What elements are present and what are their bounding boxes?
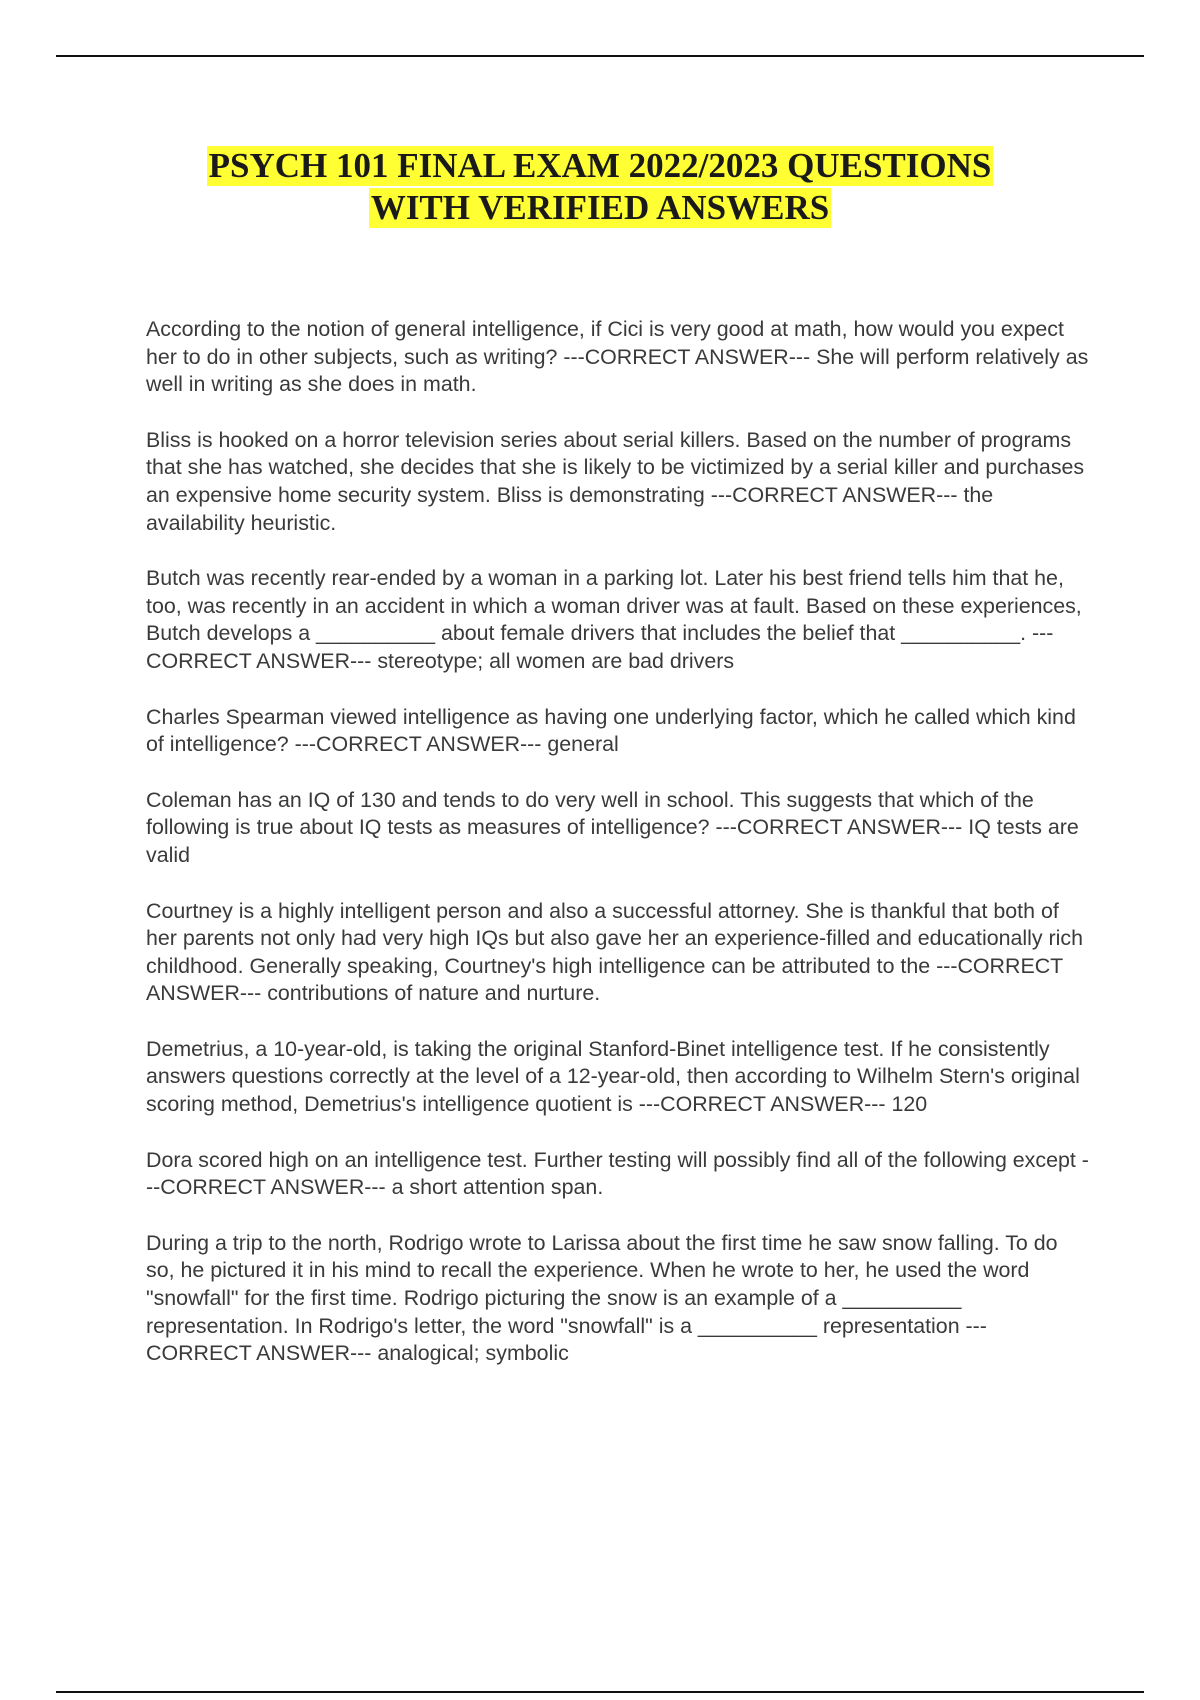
question-text: Bliss is hooked on a horror television series about serial killers. Based on the number of programs that she has watched, she decides that she is likely to be victimized by a serial killer and purchases an expensive home security system. Bliss is demonstrating bbox=[146, 427, 1085, 507]
qa-item bbox=[146, 898, 1090, 1008]
question-text: Dora scored high on an intelligence test. Further testing will possibly find all of the following except bbox=[146, 1147, 1076, 1172]
qa-item bbox=[146, 427, 1090, 537]
qa-item bbox=[146, 565, 1090, 675]
title-line-1: PSYCH 101 FINAL EXAM 2022/2023 QUESTIONS bbox=[208, 146, 992, 185]
answer-marker: ---CORRECT ANSWER--- bbox=[709, 815, 969, 840]
qa-list bbox=[146, 316, 1090, 1396]
answer-text: the availability heuristic. bbox=[146, 482, 994, 535]
document-title bbox=[0, 146, 1200, 230]
qa-item bbox=[146, 787, 1090, 870]
qa-item bbox=[146, 1230, 1090, 1368]
answer-marker: ---CORRECT ANSWER--- bbox=[146, 953, 1063, 1006]
answer-marker: ---CORRECT ANSWER--- bbox=[146, 1313, 987, 1366]
answer-marker: ---CORRECT ANSWER--- bbox=[288, 732, 548, 757]
answer-text: 120 bbox=[891, 1092, 928, 1117]
question-text: Coleman has an IQ of 130 and tends to do very well in school. This suggests that which of the following is true about IQ tests as measures of intelligence? bbox=[146, 787, 1034, 840]
qa-item bbox=[146, 704, 1090, 759]
answer-marker: ---CORRECT ANSWER--- bbox=[632, 1092, 892, 1117]
answer-marker: ---CORRECT ANSWER--- bbox=[704, 482, 964, 507]
question-text: According to the notion of general intelligence, if Cici is very good at math, how would you expect her to do in other subjects, such as writing? bbox=[146, 317, 1064, 369]
qa-item bbox=[146, 1036, 1090, 1119]
answer-text: general bbox=[547, 732, 619, 757]
title-line-2: WITH VERIFIED ANSWERS bbox=[370, 188, 830, 227]
question-text: Charles Spearman viewed intelligence as having one underlying factor, which he called which kind of intelligence? bbox=[146, 704, 1076, 757]
qa-item bbox=[146, 1147, 1090, 1202]
answer-marker: ---CORRECT ANSWER--- bbox=[146, 1147, 1089, 1200]
answer-text: She will perform relatively as well in writing as she does in math. bbox=[146, 344, 1089, 397]
answer-text: IQ tests are valid bbox=[146, 815, 1079, 867]
answer-text: stereotype; all women are bad drivers bbox=[377, 648, 735, 673]
answer-text: a short attention span. bbox=[391, 1175, 604, 1200]
answer-marker: ---CORRECT ANSWER--- bbox=[146, 621, 1054, 673]
answer-text: analogical; symbolic bbox=[377, 1341, 569, 1366]
question-text: Butch was recently rear-ended by a woman in a parking lot. Later his best friend tells him that he, too, was recently in an accident in which a woman driver was at fault. Based on these experiences, Butch develops a __________ about female drivers that includes the belief that __________. bbox=[146, 566, 1082, 646]
answer-marker: ---CORRECT ANSWER--- bbox=[557, 344, 817, 369]
bottom-rule bbox=[56, 1691, 1144, 1693]
top-rule bbox=[56, 55, 1144, 57]
question-text: During a trip to the north, Rodrigo wrote to Larissa about the first time he saw snow falling. To do so, he pictured it in his mind to recall the experience. When he wrote to her, he used the word "snowfall" for the first time. Rodrigo picturing the snow is an example of a __________ representation. In Rodrigo's letter, the word "snowfall" is a __________ representation bbox=[146, 1230, 1058, 1338]
question-text: Demetrius, a 10-year-old, is taking the original Stanford-Binet intelligence test. If he consistently answers questions correctly at the level of a 12-year-old, then according to Wilhelm Stern's original scoring method, Demetrius's intelligence quotient is bbox=[146, 1036, 1080, 1117]
answer-text: contributions of nature and nurture. bbox=[267, 981, 601, 1006]
qa-item bbox=[146, 316, 1090, 399]
question-text: Courtney is a highly intelligent person and also a successful attorney. She is thankful that both of her parents not only had very high IQs but also gave her an experience-filled and educationally rich childhood. Generally speaking, Courtney's high intelligence can be attributed to the bbox=[146, 898, 1083, 978]
